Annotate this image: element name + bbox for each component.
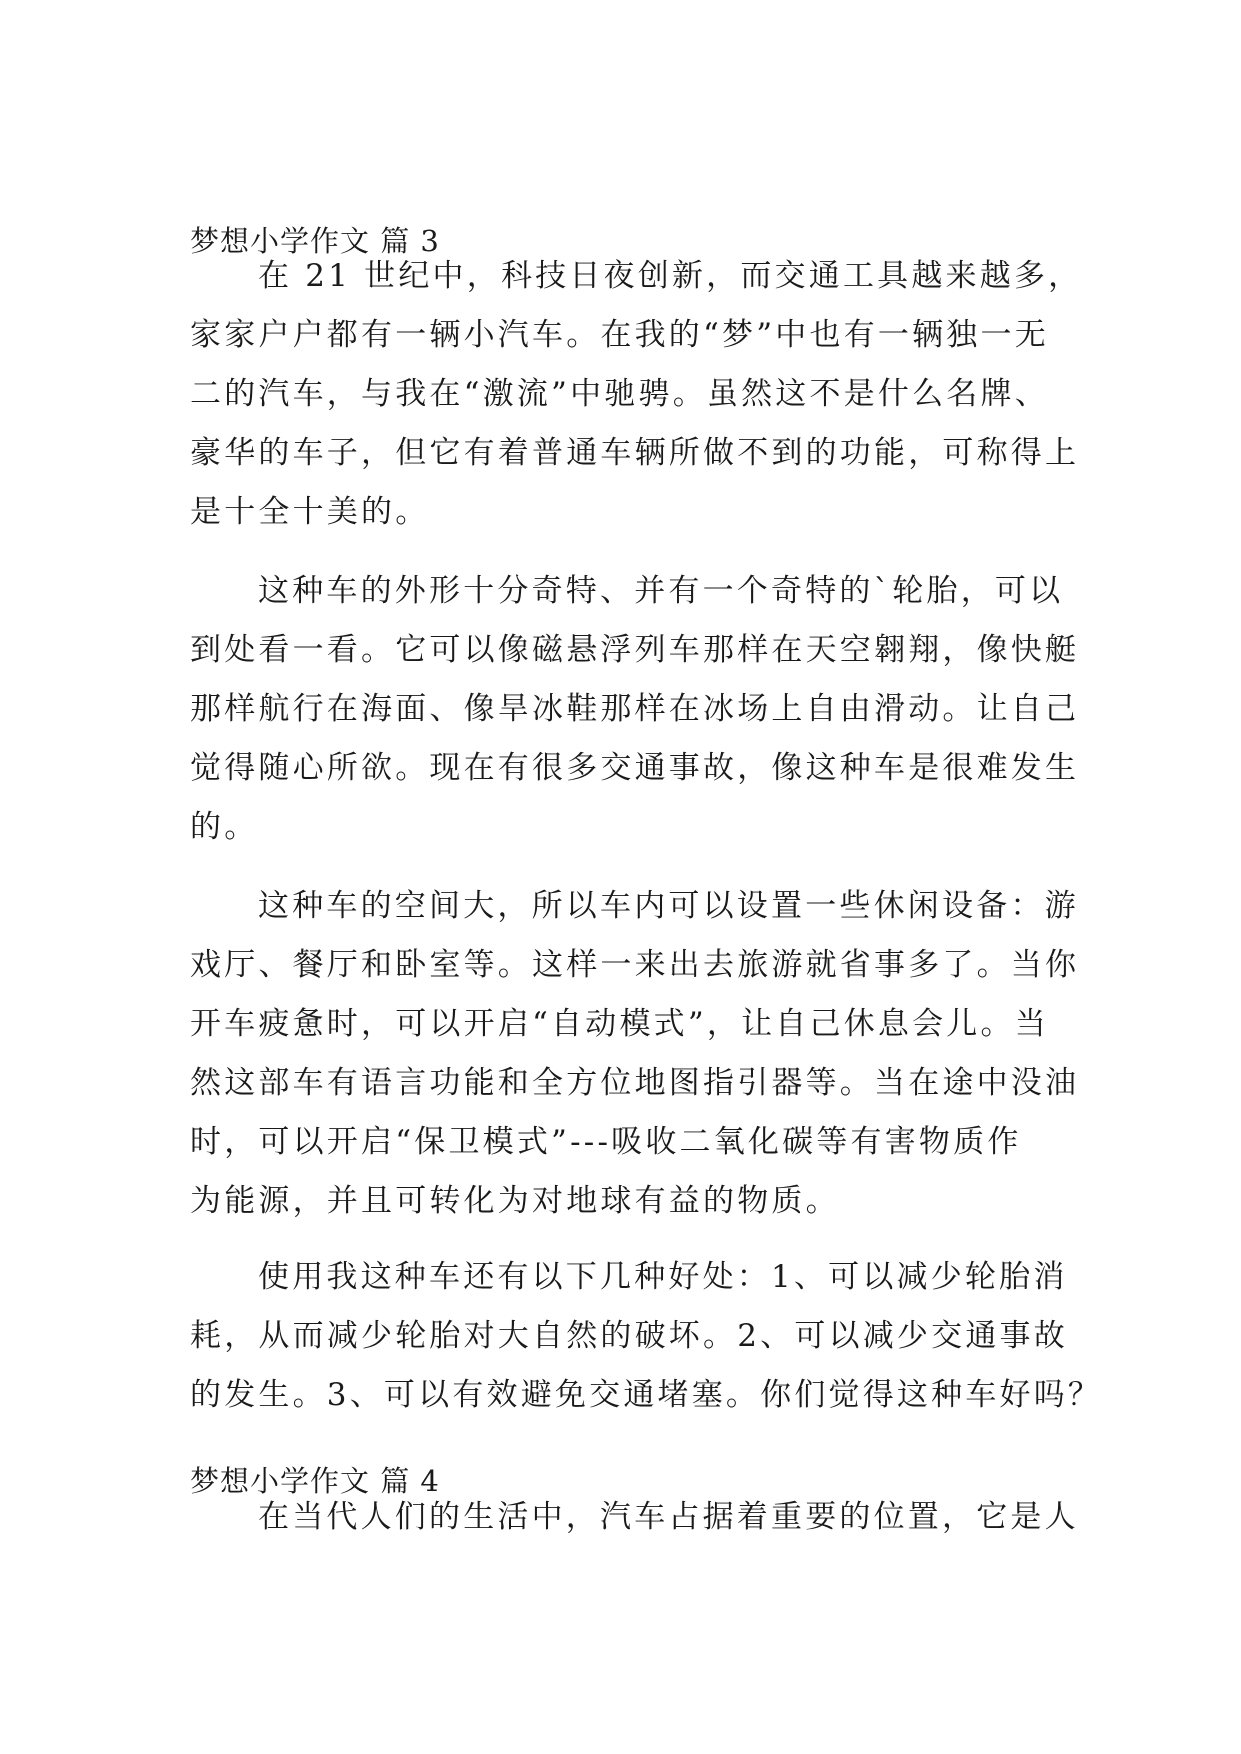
text-line: 家家户户都有一辆小汽车。在我的“梦”中也有一辆独一无	[190, 317, 1049, 353]
text-line: 在当代人们的生活中，汽车占据着重要的位置，它是人	[258, 1499, 1079, 1535]
text-line: 开车疲惫时，可以开启“自动模式”，让自己休息会儿。当	[190, 1006, 1049, 1042]
text-line: 戏厅、餐厅和卧室等。这样一来出去旅游就省事多了。当你	[190, 947, 1080, 983]
text-line: 时，可以开启“保卫模式”---吸收二氧化碳等有害物质作	[190, 1124, 1022, 1160]
text-line: 在 21 世纪中，科技日夜创新，而交通工具越来越多，	[258, 258, 1083, 294]
text-line: 为能源，并且可转化为对地球有益的物质。	[190, 1183, 840, 1219]
text-line: 觉得随心所欲。现在有很多交通事故，像这种车是很难发生	[190, 750, 1080, 786]
text-line: 二的汽车，与我在“激流”中驰骋。虽然这不是什么名牌、	[190, 376, 1049, 412]
section-title: 梦想小学作文 篇 4	[190, 1464, 440, 1498]
text-line: 那样航行在海面、像旱冰鞋那样在冰场上自由滑动。让自己	[190, 691, 1080, 727]
text-line: 这种车的空间大，所以车内可以设置一些休闲设备：游	[258, 888, 1079, 924]
paragraph	[190, 562, 1080, 857]
text-line: 这种车的外形十分奇特、并有一个奇特的`轮胎，可以	[258, 573, 1064, 609]
paragraph	[190, 1488, 1079, 1547]
text-line: 耗，从而减少轮胎对大自然的破坏。2、可以减少交通事故	[190, 1318, 1068, 1354]
text-line: 的发生。3、可以有效避免交通堵塞。你们觉得这种车好吗？	[190, 1377, 1103, 1413]
text-line: 的。	[190, 809, 259, 845]
text-line: 然这部车有语言功能和全方位地图指引器等。当在途中没油	[190, 1065, 1080, 1101]
text-line: 到处看一看。它可以像磁悬浮列车那样在天空翱翔，像快艇	[190, 632, 1080, 668]
paragraph	[190, 877, 1080, 1231]
section-title: 梦想小学作文 篇 3	[190, 224, 440, 258]
paragraph	[190, 1248, 1103, 1425]
paragraph	[190, 247, 1083, 542]
text-line: 使用我这种车还有以下几种好处：1、可以减少轮胎消	[258, 1259, 1068, 1295]
text-line: 豪华的车子，但它有着普通车辆所做不到的功能，可称得上	[190, 435, 1080, 471]
text-line: 是十全十美的。	[190, 494, 430, 530]
